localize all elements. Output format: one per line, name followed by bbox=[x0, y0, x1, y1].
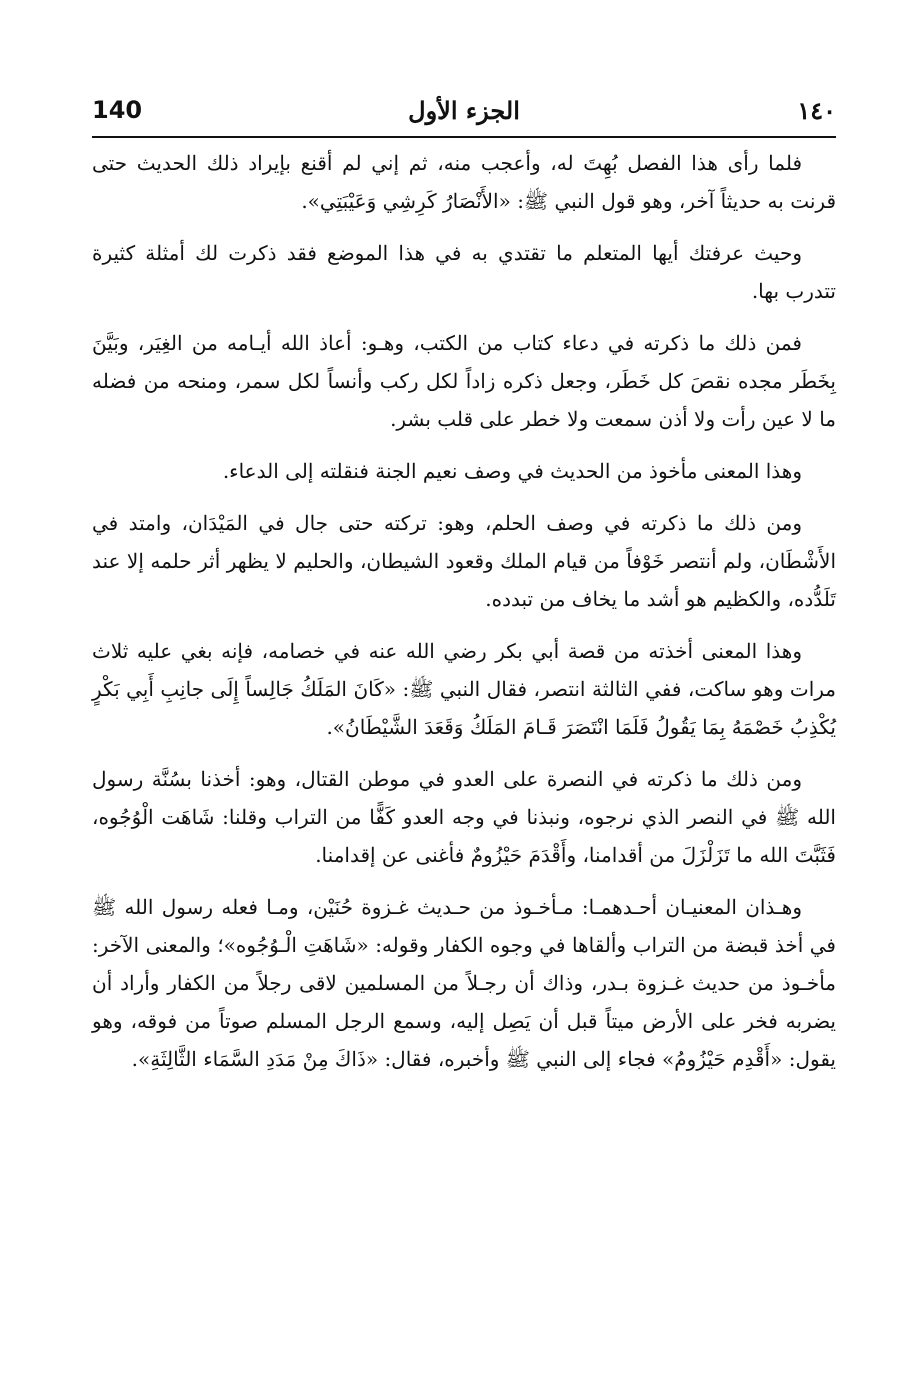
book-page bbox=[92, 92, 836, 1352]
paragraph-4: وهذا المعنى مأخوذ من الحديث في وصف نعيم الجنة فنقلته إلى الدعاء. bbox=[222, 459, 802, 483]
page-body bbox=[92, 138, 836, 1078]
page-number-arabic: ١٤٠ bbox=[797, 96, 836, 125]
page-header bbox=[92, 92, 836, 138]
paragraph-6: وهذا المعنى أخذته من قصة أبي بكر رضي الله عنه في خصامه، فإنه بغي عليه ثلاث مرات وهو ساكت، ففي الثالثة انتصر، فقال النبي ﷺ: «كَانَ المَلَكُ جَالِساً إِلَى جانِبِ أَبِي بَكْرٍ يُكْذِبُ خَصْمَهُ بِمَا يَقُولُ فَلَمَا انْتَصَرَ قَـامَ المَلَكُ وَقَعَدَ الشَّيْطَانُ». bbox=[92, 639, 836, 739]
paragraph-7: ومن ذلك ما ذكرته في النصرة على العدو في موطن القتال، وهو: أخذنا بسُنَّة رسول الله ﷺ في النصر الذي نرجوه، ونبذنا في وجه العدو كَفًّا من التراب وقلنا: شَاهَت الْوُجُوه، فَثَبَّتَ الله ما تَزَلْزَلَ من أقدامنا، وأَقْدَمَ حَيْزُومٌ فأغنى عن إقدامنا. bbox=[92, 767, 836, 867]
page-number-latin: 140 bbox=[92, 96, 143, 124]
paragraph-5: ومن ذلك ما ذكرته في وصف الحلم، وهو: تركته حتى جال في المَيْدَان، وامتد في الأَشْطَان، ولم أنتصر خَوْفاً من قيام الملك وقعود الشيطان، والحليم لا يظهر أثر حلمه إلا عند تَلَدُّده، والكظيم هو أشد ما يخاف من تبدده. bbox=[92, 511, 836, 611]
paragraph-2: وحيث عرفتك أيها المتعلم ما تقتدي به في هذا الموضع فقد ذكرت لك أمثلة كثيرة تتدرب بها. bbox=[92, 241, 836, 303]
paragraph-1: فلما رأى هذا الفصل بُهِتَ له، وأعجب منه، ثم إني لم أقنع بإيراد ذلك الحديث حتى قرنت به حديثاً آخر، وهو قول النبي ﷺ: «الأَنْصَارُ كَرِشِي وَعَيْبَتِي». bbox=[92, 151, 836, 213]
running-title: الجزء الأول bbox=[408, 96, 520, 125]
paragraph-3: فمن ذلك ما ذكرته في دعاء كتاب من الكتب، وهـو: أعاذ الله أيـامه من الغِيَر، وبَيَّنَ بِخَطَر مجده نقصَ كل خَطَر، وجعل ذكره زاداً لكل ركب وأنساً لكل سمر، ومنحه من فضله ما لا عين رأت ولا أذن سمعت ولا خطر على قلب بشر. bbox=[92, 331, 836, 431]
paragraph-8: وهـذان المعنيـان أحـدهمـا: مـأخـوذ من حـديث غـزوة حُنَيْن، ومـا فعله رسول الله ﷺ في أخذ قبضة من التراب وألقاها في وجوه الكفار وقوله: «شَاهَتِ الْـوُجُوه»؛ والمعنى الآخر: مأخـوذ من حديث غـزوة بـدر، وذاك أن رجـلاً من المسلمين لاقى رجلاً من الكفار وأراد أن يضربه فخر على الأرض ميتاً قبل أن يَصِل إليه، وسمع الرجل المسلم صوتاً من فوقه، وهو يقول: «أَقْدِم حَيْزُومُ» فجاء إلى النبي ﷺ وأخبره، فقال: «ذَاكَ مِنْ مَدَدِ السَّمَاء الثَّالِثَةِ». bbox=[92, 895, 836, 1071]
